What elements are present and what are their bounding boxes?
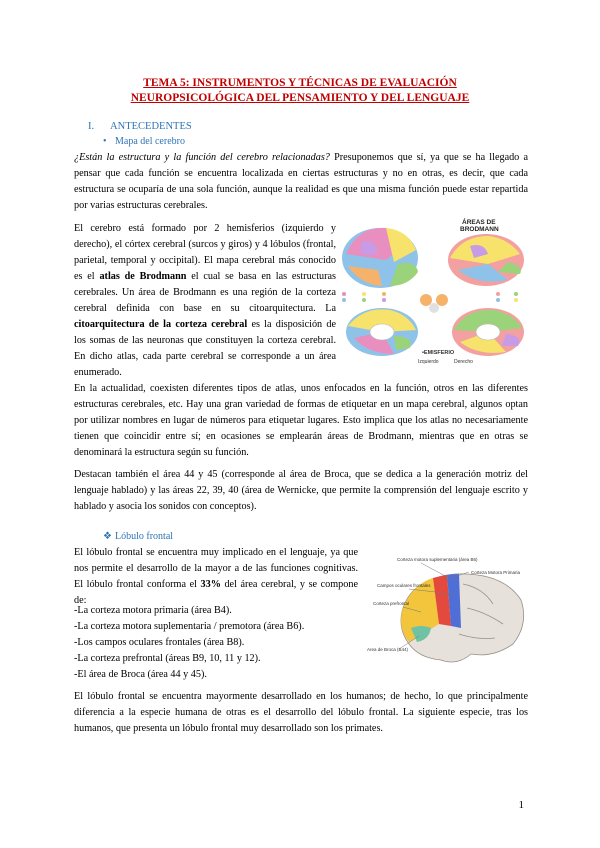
subheading-lobulo-label: Lóbulo frontal	[115, 531, 174, 542]
list-item: -La corteza prefrontal (áreas B9, 10, 11 y 12).	[74, 653, 261, 664]
title-line-2: NEUROPSICOLÓGICA DEL PENSAMIENTO Y DEL LENGUAJE	[130, 92, 470, 104]
page-number: 1	[518, 799, 524, 811]
paragraph-5-part-c: del área cerebral, y se compone de:	[74, 579, 358, 606]
section-number: I.	[88, 121, 95, 132]
fig1-title-1: ÁREAS DE	[462, 219, 496, 226]
subheading-mapa-label: Mapa del cerebro	[115, 136, 185, 147]
diamond-bullet-icon: ❖	[103, 531, 112, 542]
paragraph-2-part-c: el cual se basa en las estructuras cerebrales. Un área de Brodmann es una región de la corteza cerebral definida con base en su citoarquitectura. La	[74, 271, 336, 314]
frontal-lobe-figure	[363, 554, 529, 674]
brodmann-diagram	[338, 214, 532, 366]
fig2-label-4: Corteza prefrontal	[373, 601, 410, 606]
list-item: -La corteza motora primaria (área B4).	[74, 605, 232, 616]
percentage-33: 33%	[200, 579, 221, 590]
fig1-left-label: Izquierdo	[418, 359, 439, 365]
fig2-label-1: Corteza motora suplementaria (área B6)	[397, 557, 478, 562]
brodmann-areas-figure	[338, 214, 532, 366]
paragraph-5	[74, 545, 358, 609]
title-line-1: TEMA 5: INSTRUMENTOS Y TÉCNICAS DE EVALUACIÓN	[143, 77, 457, 89]
term-atlas-brodmann: atlas de Brodmann	[99, 271, 187, 282]
paragraph-6: El lóbulo frontal se encuentra mayormente desarrollado en los humanos; de hecho, lo que principalmente diferencia a la especie humana de otras es el desarrollo del lóbulo frontal. La siguiente especie, tras los humanos, que presenta un lóbulo frontal muy desarrollado son los primates.	[74, 691, 528, 734]
list-item: -Los campos oculares frontales (área B8).	[74, 637, 245, 648]
fig1-hemisphere-label: •EMISFERIO	[422, 350, 455, 356]
list-item: -La corteza motora suplementaria / premotora (área B6).	[74, 621, 305, 632]
frontal-lobe-list	[74, 603, 358, 683]
paragraph-2-part-a: El cerebro está formado por 2 hemisferios (izquierdo y derecho), el córtex cerebral (surcos y giros) y 4 lóbulos (frontal, parietal, temporal y occipital). El mapa cerebral más conocido es el	[74, 223, 336, 282]
paragraph-2	[74, 221, 336, 381]
paragraph-1	[74, 150, 528, 214]
section-label: ANTECEDENTES	[110, 121, 192, 132]
paragraph-1-text: Presuponemos que sí, ya que se ha llegado a pensar que cada función se encuentra localizada en ciertas estructuras y no en otras, es decir, que cada estructura se ocuparía de una sola función, aunque la realidad es que una misma función puede estar repartida por varias estructuras cerebrales.	[74, 152, 528, 211]
document-title	[60, 76, 540, 106]
subheading-mapa	[103, 136, 185, 147]
paragraph-4: Destacan también el área 44 y 45 (corresponde al área de Broca, que se dedica a la generación motriz del lenguaje hablado) y las áreas 22, 39, 40 (área de Wernicke, que permite la comprensión del lenguaje escrito y hablado y asocia los sonidos con conceptos).	[74, 469, 528, 512]
paragraph-3: En la actualidad, coexisten diferentes tipos de atlas, unos enfocados en la función, otros en las diferentes estructuras cerebrales, etc. Hay una gran variedad de formas de etiquetar en un mapa cerebral, algunos optan por utilizar nombres en lugar de números para etiquetar lugares. Esto implica que los atlas no necesariamente tienen que coincidir entre sí; en ocasiones se emplearán áreas de Brodmann, mientras que en otras se denominará la estructura según su función.	[74, 383, 528, 458]
subheading-lobulo-frontal	[103, 531, 173, 542]
fig2-label-3: Campos oculares frontales	[377, 583, 431, 588]
term-citoarquitectura: citoarquitectura de la corteza cerebral	[74, 319, 248, 330]
frontal-lobe-diagram	[363, 554, 529, 674]
fig1-right-label: Derecho	[454, 359, 473, 365]
paragraph-1-question: ¿Están la estructura y la función del cerebro relacionadas?	[74, 152, 330, 163]
paragraph-5-part-a: El lóbulo frontal se encuentra muy implicado en el lenguaje, ya que nos permite el desarrollo de la mayor a de las funciones cognitivas. El lóbulo frontal conforma el	[74, 547, 358, 590]
section-heading	[88, 121, 192, 132]
paragraph-2-part-e: es la disposición de los somas de las neuronas que constituyen la corteza cerebral. En dicho atlas, cada parte cerebral se corresponde a un área enumerado.	[74, 319, 336, 378]
fig2-label-2: Corteza Motora Primaria	[471, 570, 521, 575]
bullet-icon: •	[103, 136, 107, 147]
fig2-label-5: Area de Broca (B44)	[367, 647, 409, 652]
list-item: -El área de Broca (área 44 y 45).	[74, 669, 207, 680]
fig1-title-2: BRODMANN	[460, 226, 499, 233]
